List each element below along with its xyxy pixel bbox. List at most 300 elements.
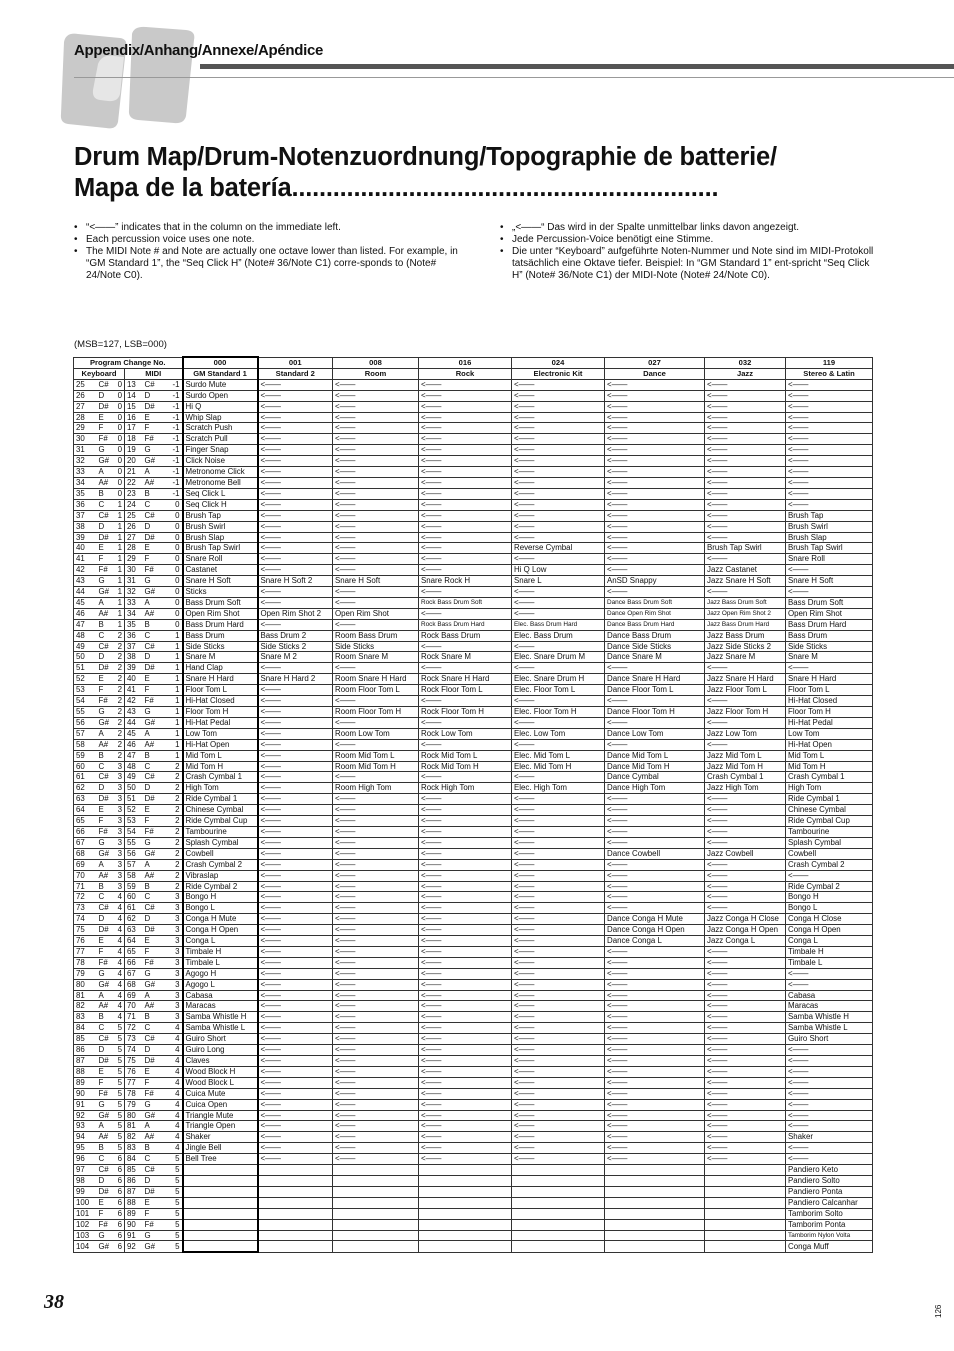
voice-cell: Brush Slap [786,532,873,543]
midi-cell: -1 [161,488,183,499]
keyboard-cell: 5 [115,1077,125,1088]
voice-cell: <—— [258,521,333,532]
midi-cell: 2 [161,859,183,870]
voice-cell: Claves [183,1056,258,1067]
voice-cell: Snare Roll [183,554,258,565]
keyboard-cell: 5 [115,1143,125,1154]
voice-cell: Tamborim Solto [786,1208,873,1219]
midi-cell: 50 [125,783,143,794]
midi-cell: A [143,467,161,478]
voice-cell: Dance Open Rim Shot [605,608,705,619]
voice-cell: <—— [333,488,419,499]
table-row [74,499,873,510]
voice-cell: Seq Click H [183,499,258,510]
voice-cell: Cowbell [786,848,873,859]
voice-cell: <—— [258,499,333,510]
midi-cell: 4 [161,1066,183,1077]
midi-cell: 4 [161,1121,183,1132]
voice-cell: <—— [419,565,512,576]
keyboard-cell: 0 [115,456,125,467]
voice-cell: Tambourine [183,826,258,837]
voice-cell: Side Sticks 2 [258,641,333,652]
voice-cell [512,1241,605,1252]
voice-cell: <—— [605,696,705,707]
voice-cell [605,1197,705,1208]
voice-cell: <—— [258,1121,333,1132]
voice-cell: <—— [512,1121,605,1132]
keyboard-cell: 63 [74,794,97,805]
voice-cell: <—— [258,903,333,914]
voice-cell: <—— [258,957,333,968]
midi-cell: F [143,685,161,696]
voice-cell: <—— [419,456,512,467]
keyboard-cell: D# [97,1186,115,1197]
keyboard-cell: 5 [115,1110,125,1121]
table-row [74,663,873,674]
midi-cell: 72 [125,1023,143,1034]
midi-cell: 61 [125,903,143,914]
midi-cell: 77 [125,1077,143,1088]
table-row [74,805,873,816]
voice-cell: <—— [705,1056,786,1067]
voice-cell: Open Rim Shot [786,608,873,619]
midi-cell: 3 [161,968,183,979]
voice-cell: Crash Cymbal 1 [786,772,873,783]
voice-cell: <—— [333,587,419,598]
voice-cell: <—— [512,1023,605,1034]
midi-cell: D [143,652,161,663]
midi-cell: 42 [125,696,143,707]
midi-cell: 22 [125,477,143,488]
voice-cell: Low Tom [183,728,258,739]
voice-cell: <—— [605,521,705,532]
midi-cell: F [143,1208,161,1219]
keyboard-cell: 72 [74,892,97,903]
midi-cell: E [143,674,161,685]
voice-cell: Dance Cowbell [605,848,705,859]
midi-cell: -1 [161,477,183,488]
voice-cell: Dance Low Tom [605,728,705,739]
midi-cell: D [143,1175,161,1186]
voice-cell: <—— [705,837,786,848]
voice-cell: Cowbell [183,848,258,859]
table-row [74,685,873,696]
voice-cell: <—— [258,1056,333,1067]
voice-cell: <—— [705,903,786,914]
table-row [74,597,873,608]
midi-cell: 14 [125,390,143,401]
voice-cell: Ride Cymbal 2 [183,881,258,892]
voice-cell: <—— [512,1012,605,1023]
keyboard-cell: 4 [115,936,125,947]
keyboard-cell: 4 [115,946,125,957]
voice-cell: <—— [419,903,512,914]
midi-cell: 2 [161,848,183,859]
voice-cell: <—— [512,990,605,1001]
voice-cell: <—— [705,379,786,390]
voice-cell: <—— [333,1012,419,1023]
voice-cell: Agogo L [183,979,258,990]
midi-cell: 81 [125,1121,143,1132]
midi-cell: 0 [161,521,183,532]
keyboard-cell: 2 [115,652,125,663]
midi-cell: 2 [161,761,183,772]
voice-cell: <—— [605,1045,705,1056]
midi-cell: 0 [161,608,183,619]
voice-cell: <—— [786,1154,873,1165]
voice-cell: Snare H Soft [786,576,873,587]
voice-cell: <—— [333,946,419,957]
program-change-header: Program Change No. [74,357,183,368]
keyboard-cell: B [97,1012,115,1023]
voice-cell: Scratch Pull [183,434,258,445]
voice-cell: <—— [605,412,705,423]
voice-cell: <—— [705,1045,786,1056]
voice-cell: <—— [258,423,333,434]
voice-cell: <—— [786,1121,873,1132]
program-number: 024 [512,357,605,368]
keyboard-cell: 6 [115,1230,125,1241]
page-title-line2: Mapa de la batería.............................................................. [74,174,719,202]
voice-cell: <—— [605,979,705,990]
voice-cell: <—— [705,499,786,510]
voice-cell: <—— [419,1066,512,1077]
midi-cell: 69 [125,990,143,1001]
voice-cell: <—— [419,412,512,423]
voice-cell: Finger Snap [183,445,258,456]
table-row [74,1230,873,1241]
midi-cell: 63 [125,925,143,936]
voice-cell: <—— [512,892,605,903]
voice-cell: <—— [258,707,333,718]
voice-cell: <—— [605,1121,705,1132]
voice-cell: <—— [419,990,512,1001]
voice-cell [705,1208,786,1219]
midi-cell: C [143,1023,161,1034]
voice-cell: <—— [512,805,605,816]
keyboard-cell: 3 [115,783,125,794]
voice-cell: <—— [258,848,333,859]
voice-cell: <—— [605,663,705,674]
midi-cell: 0 [161,554,183,565]
midi-cell: A# [143,870,161,881]
voice-cell: <—— [605,1001,705,1012]
midi-cell: C# [143,772,161,783]
table-row [74,423,873,434]
midi-cell: 18 [125,434,143,445]
voice-cell: <—— [512,794,605,805]
voice-cell [258,1165,333,1176]
voice-cell: Elec. Snare Drum H [512,674,605,685]
voice-cell: <—— [258,761,333,772]
voice-cell: <—— [705,521,786,532]
voice-cell: <—— [605,1056,705,1067]
voice-cell: <—— [258,826,333,837]
voice-cell: <—— [333,499,419,510]
keyboard-cell: 57 [74,728,97,739]
voice-cell: Mid Tom L [183,750,258,761]
voice-cell: <—— [419,892,512,903]
voice-cell [183,1175,258,1186]
voice-cell: <—— [419,510,512,521]
midi-cell: 30 [125,565,143,576]
voice-cell: <—— [786,1077,873,1088]
midi-cell: -1 [161,445,183,456]
midi-cell: -1 [161,467,183,478]
midi-cell: 58 [125,870,143,881]
keyboard-cell: 99 [74,1186,97,1197]
voice-cell: <—— [786,1088,873,1099]
voice-cell: <—— [605,1143,705,1154]
midi-cell: 84 [125,1154,143,1165]
keyboard-cell: 0 [115,477,125,488]
voice-cell: <—— [605,1023,705,1034]
voice-cell: <—— [258,412,333,423]
table-row [74,1219,873,1230]
voice-cell: Dance Mid Tom L [605,750,705,761]
table-row [74,510,873,521]
keyboard-cell: F# [97,1219,115,1230]
voice-cell [258,1219,333,1230]
keyboard-cell: 64 [74,805,97,816]
voice-cell: Room High Tom [333,783,419,794]
voice-cell: <—— [419,936,512,947]
voice-cell [512,1230,605,1241]
voice-cell: <—— [419,979,512,990]
midi-cell: 5 [161,1186,183,1197]
midi-cell: F [143,816,161,827]
midi-cell: F# [143,1088,161,1099]
table-row [74,1121,873,1132]
keyboard-cell: F# [97,1088,115,1099]
midi-cell: 52 [125,805,143,816]
table-row [74,968,873,979]
midi-cell: 2 [161,837,183,848]
keyboard-cell: 2 [115,707,125,718]
keyboard-cell: 4 [115,903,125,914]
keyboard-cell: 1 [115,608,125,619]
voice-cell: <—— [419,608,512,619]
voice-cell: Rock Snare H Hard [419,674,512,685]
midi-cell: 3 [161,979,183,990]
keyboard-cell: 55 [74,707,97,718]
keyboard-cell: 1 [115,587,125,598]
midi-cell: 48 [125,761,143,772]
voice-cell: Hi-Hat Pedal [183,717,258,728]
table-row [74,925,873,936]
midi-cell: 85 [125,1165,143,1176]
keyboard-cell: D [97,521,115,532]
voice-cell: <—— [605,445,705,456]
voice-cell: <—— [333,859,419,870]
voice-cell: <—— [786,870,873,881]
keyboard-cell: C [97,1023,115,1034]
midi-cell: 20 [125,456,143,467]
voice-cell: Jazz Cowbell [705,848,786,859]
voice-cell: Reverse Cymbal [512,543,605,554]
voice-cell [512,1208,605,1219]
voice-cell [183,1186,258,1197]
keyboard-cell: 58 [74,739,97,750]
voice-cell: <—— [333,445,419,456]
midi-cell: 1 [161,717,183,728]
voice-cell: Brush Tap [183,510,258,521]
table-row [74,1012,873,1023]
voice-cell: <—— [333,619,419,630]
voice-cell: <—— [705,1110,786,1121]
midi-cell: 71 [125,1012,143,1023]
voice-cell: Ride Cymbal Cup [183,816,258,827]
voice-cell: <—— [258,1077,333,1088]
keyboard-cell: 4 [115,892,125,903]
voice-cell: <—— [512,1110,605,1121]
table-row [74,608,873,619]
voice-cell [705,1241,786,1252]
voice-cell: Click Noise [183,456,258,467]
keyboard-cell: 89 [74,1077,97,1088]
kit-name: GM Standard 1 [183,368,258,379]
voice-cell: Metronome Click [183,467,258,478]
voice-cell: <—— [705,1099,786,1110]
voice-cell: <—— [419,739,512,750]
midi-cell: 1 [161,674,183,685]
voice-cell: <—— [512,587,605,598]
voice-cell: <—— [512,1088,605,1099]
midi-cell: 56 [125,848,143,859]
voice-cell: Hi-Hat Open [183,739,258,750]
midi-cell: A# [143,1132,161,1143]
voice-cell: <—— [605,434,705,445]
voice-cell: <—— [419,423,512,434]
midi-cell: 44 [125,717,143,728]
voice-cell: <—— [705,1023,786,1034]
midi-cell: 51 [125,794,143,805]
keyboard-cell: 2 [115,728,125,739]
voice-cell: <—— [512,914,605,925]
voice-cell: <—— [512,390,605,401]
voice-cell: Snare H Hard [183,674,258,685]
voice-cell: Bass Drum 2 [258,630,333,641]
keyboard-cell: F [97,816,115,827]
voice-cell: <—— [605,717,705,728]
table-row [74,1099,873,1110]
voice-cell: Jingle Bell [183,1143,258,1154]
midi-cell: 47 [125,750,143,761]
keyboard-cell: 3 [115,881,125,892]
voice-cell: <—— [258,532,333,543]
table-row [74,1056,873,1067]
keyboard-cell: 38 [74,521,97,532]
voice-cell: <—— [605,881,705,892]
header-thin-rule [74,77,954,78]
keyboard-cell: 3 [115,826,125,837]
keyboard-cell: D [97,390,115,401]
table-row [74,1241,873,1252]
voice-cell: <—— [333,837,419,848]
midi-cell: 15 [125,401,143,412]
voice-cell: <—— [419,837,512,848]
voice-cell: Triangle Open [183,1121,258,1132]
midi-cell: 3 [161,903,183,914]
voice-cell: Snare H Soft [183,576,258,587]
midi-cell: F# [143,1219,161,1230]
voice-cell: <—— [419,1154,512,1165]
voice-cell: <—— [258,477,333,488]
voice-cell: <—— [258,401,333,412]
keyboard-cell: G [97,1099,115,1110]
voice-cell: Jazz Bass Drum Soft [705,597,786,608]
midi-cell: D# [143,532,161,543]
voice-cell: Floor Tom L [786,685,873,696]
voice-cell: Jazz Snare H Hard [705,674,786,685]
midi-cell: -1 [161,412,183,423]
midi-cell: C [143,892,161,903]
voice-cell: <—— [258,554,333,565]
table-row [74,554,873,565]
table-row [74,1088,873,1099]
voice-cell: Jazz Bass Drum Hard [705,619,786,630]
voice-cell: <—— [419,816,512,827]
voice-cell: <—— [333,816,419,827]
keyboard-cell: C# [97,510,115,521]
voice-cell: <—— [419,1110,512,1121]
voice-cell: Guiro Long [183,1045,258,1056]
midi-cell: 1 [161,739,183,750]
keyboard-header: Keyboard [74,368,125,379]
voice-cell: <—— [605,565,705,576]
voice-cell: <—— [605,946,705,957]
voice-cell: Chinese Cymbal [786,805,873,816]
midi-cell: 1 [161,707,183,718]
voice-cell: <—— [258,1066,333,1077]
midi-cell: 2 [161,805,183,816]
midi-cell: F# [143,826,161,837]
voice-cell: <—— [786,1110,873,1121]
voice-cell: <—— [786,456,873,467]
voice-cell: Snare H Hard 2 [258,674,333,685]
voice-cell: <—— [512,739,605,750]
midi-cell: 62 [125,914,143,925]
midi-cell: 92 [125,1241,143,1252]
voice-cell: Brush Slap [183,532,258,543]
voice-cell: <—— [258,805,333,816]
midi-cell: 1 [161,750,183,761]
voice-cell: Elec. Mid Tom H [512,761,605,772]
voice-cell: <—— [258,1001,333,1012]
voice-cell: Low Tom [786,728,873,739]
table-row [74,565,873,576]
midi-cell: 31 [125,576,143,587]
midi-cell: 3 [161,892,183,903]
voice-cell: <—— [333,1143,419,1154]
voice-cell [512,1186,605,1197]
voice-cell: <—— [786,663,873,674]
midi-cell: G# [143,979,161,990]
table-row [74,1208,873,1219]
midi-cell: 64 [125,936,143,947]
keyboard-cell: 0 [115,434,125,445]
voice-cell: <—— [605,401,705,412]
voice-cell: <—— [786,467,873,478]
voice-cell: <—— [419,1023,512,1034]
midi-cell: D [143,521,161,532]
midi-cell: 1 [161,630,183,641]
table-row [74,630,873,641]
voice-cell: <—— [333,1066,419,1077]
voice-cell [605,1175,705,1186]
kit-name: Standard 2 [258,368,333,379]
table-row [74,881,873,892]
